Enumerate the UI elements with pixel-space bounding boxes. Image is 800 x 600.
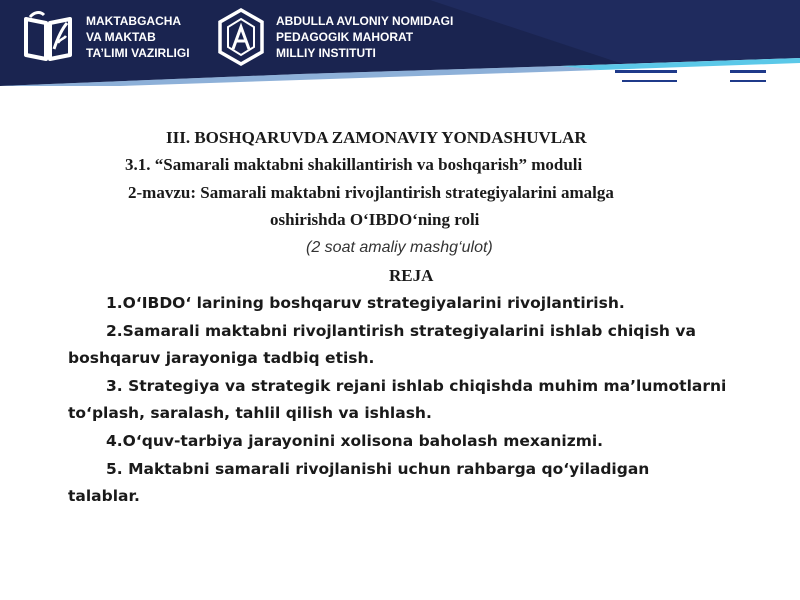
plan-item: talablar. [68, 487, 140, 505]
topic-line: 2-mavzu: Samarali maktabni rivojlantirish strategiyalarini amalga [128, 183, 614, 202]
plan-item: to‘plash, saralash, tahlil qilish va ishlash. [68, 404, 432, 422]
institute-logo [216, 6, 453, 68]
ministry-name-line: VA MAKTAB [86, 30, 156, 44]
decorative-bar [730, 70, 766, 73]
plan-item: 4.O‘quv-tarbiya jarayonini xolisona baholash mexanizmi. [106, 432, 604, 450]
ministry-name-line: TA’LIMI VAZIRLIGI [86, 46, 190, 60]
header-banner [0, 0, 800, 86]
decorative-bar [622, 80, 677, 82]
plan-item: boshqaruv jarayoniga tadbiq etish. [68, 349, 375, 367]
ministry-name-line: MAKTABGACHA [86, 14, 182, 28]
hexagon-logo-icon [216, 7, 266, 67]
institute-name [276, 13, 453, 61]
book-logo-icon [20, 9, 76, 65]
plan-item: 3. Strategiya va strategik rejani ishlab chiqishda muhim ma’lumotlarni [106, 377, 727, 395]
module-line: 3.1. “Samarali maktabni shakillantirish va boshqarish” moduli [125, 155, 583, 174]
plan-item: 1.O‘IBDO‘ larining boshqaruv strategiyalarini rivojlantirish. [106, 294, 625, 312]
topic-line: oshirishda O‘IBDO‘ning roli [270, 210, 480, 229]
ministry-logo [20, 6, 190, 68]
section-title: III. BOSHQARUVDA ZAMONAVIY YONDASHUVLAR [166, 128, 587, 147]
plan-heading: REJA [389, 266, 434, 285]
decorative-bar [730, 80, 766, 82]
institute-name-line: ABDULLA AVLONIY NOMIDAGI [276, 14, 454, 28]
plan-item: 5. Maktabni samarali rivojlanishi uchun rahbarga qo‘yiladigan [106, 460, 650, 478]
ministry-name [86, 13, 190, 61]
institute-name-line: MILLIY INSTITUTI [276, 46, 376, 60]
decorative-bar [615, 70, 677, 73]
plan-item: 2.Samarali maktabni rivojlantirish strategiyalarini ishlab chiqish va [106, 322, 696, 340]
institute-name-line: PEDAGOGIK MAHORAT [276, 30, 414, 44]
session-subtitle: (2 soat amaliy mashg‘ulot) [306, 239, 493, 256]
